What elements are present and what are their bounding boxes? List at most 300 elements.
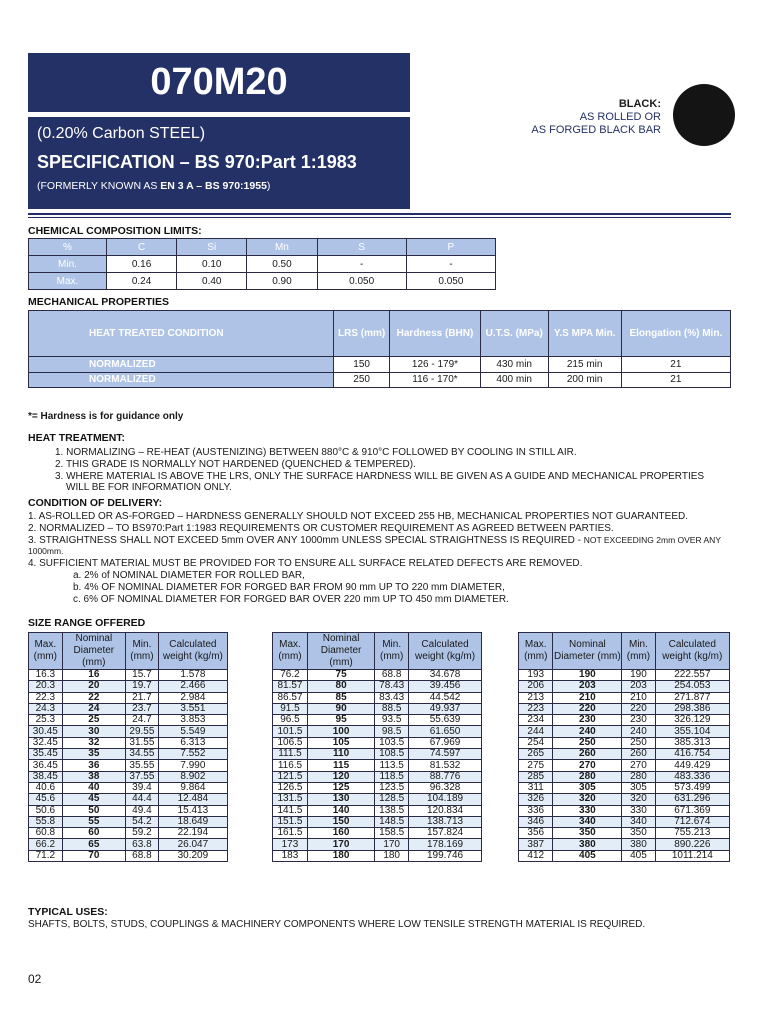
table-cell: 60.8	[29, 828, 63, 839]
table-cell: 68.8	[375, 670, 409, 681]
typical-uses-title: TYPICAL USES:	[28, 906, 108, 918]
table-row	[273, 805, 482, 816]
table-cell: 405	[553, 850, 622, 861]
column-header: Nominal Diameter (mm)	[553, 633, 622, 670]
table-cell: 0.50	[247, 256, 317, 273]
table-cell: 270	[622, 760, 655, 771]
table-cell: 108.5	[375, 749, 409, 760]
table-cell: 44.4	[126, 794, 159, 805]
table-cell: -	[406, 256, 495, 273]
table-cell: 430 min	[480, 357, 548, 373]
table-cell: 210	[553, 692, 622, 703]
table-cell: 326	[519, 794, 553, 805]
table-row	[273, 681, 482, 692]
typical-uses-text: SHAFTS, BOLTS, STUDS, COUPLINGS & MACHINERY COMPONENTS WHERE LOW TENSILE STRENGTH MATERIAL IS REQUIRED.	[28, 919, 646, 930]
table-cell: 118.5	[375, 771, 409, 782]
table-cell: 116.5	[273, 760, 308, 771]
size-table-2	[272, 632, 482, 862]
delivery-title: CONDITION OF DELIVERY:	[28, 497, 163, 509]
table-row	[29, 771, 228, 782]
table-cell: 34.55	[126, 749, 159, 760]
table-cell: 25	[62, 715, 125, 726]
table-cell: 400 min	[480, 372, 548, 388]
table-cell: 200 min	[548, 372, 621, 388]
table-cell: 105	[307, 737, 374, 748]
table-row	[519, 737, 730, 748]
table-row	[29, 839, 228, 850]
grade-title: 070M20	[28, 53, 410, 112]
table-cell: 350	[553, 828, 622, 839]
table-cell: 21.7	[126, 692, 159, 703]
table-cell: 180	[307, 850, 374, 861]
table-row	[273, 794, 482, 805]
table-row	[519, 670, 730, 681]
table-row	[29, 794, 228, 805]
table-cell: 65	[62, 839, 125, 850]
table-cell: 83.43	[375, 692, 409, 703]
table-cell: 157.824	[409, 828, 482, 839]
table-cell: 60	[62, 828, 125, 839]
table-cell: 40.6	[29, 782, 63, 793]
heat-treatment-title: HEAT TREATMENT:	[28, 432, 126, 444]
table-cell: 15.413	[158, 805, 227, 816]
column-header: Si	[177, 239, 247, 256]
table-cell: 0.24	[107, 273, 177, 290]
table-cell: 220	[553, 703, 622, 714]
table-cell: 113.5	[375, 760, 409, 771]
table-cell: 76.2	[273, 670, 308, 681]
table-cell: 271.877	[655, 692, 729, 703]
table-cell: 67.969	[409, 737, 482, 748]
table-cell: 285	[519, 771, 553, 782]
table-cell: 0.050	[317, 273, 406, 290]
table-cell: 74.597	[409, 749, 482, 760]
table-cell: 355.104	[655, 726, 729, 737]
column-header: Y.S MPA Min.	[548, 311, 621, 357]
table-cell: 55	[62, 816, 125, 827]
column-header: U.T.S. (MPa)	[480, 311, 548, 357]
row-header: NORMALIZED	[29, 372, 334, 388]
table-cell: 412	[519, 850, 553, 861]
table-cell: 387	[519, 839, 553, 850]
row-header: Max.	[29, 273, 107, 290]
table-cell: 29.55	[126, 726, 159, 737]
table-row	[29, 256, 496, 273]
table-cell: 88.776	[409, 771, 482, 782]
table-cell: 141.5	[273, 805, 308, 816]
column-header: Min. (mm)	[375, 633, 409, 670]
table-cell: 30.45	[29, 726, 63, 737]
column-header: Min. (mm)	[126, 633, 159, 670]
table-cell: 128.5	[375, 794, 409, 805]
table-row	[273, 828, 482, 839]
page-number: 02	[28, 972, 42, 986]
table-cell: 75	[307, 670, 374, 681]
table-cell: 20	[62, 681, 125, 692]
table-cell: 230	[622, 715, 655, 726]
table-cell: 161.5	[273, 828, 308, 839]
table-cell: 59.2	[126, 828, 159, 839]
table-header-row	[273, 633, 482, 670]
table-row	[519, 850, 730, 861]
delivery-list: 1. AS-ROLLED OR AS-FORGED – HARDNESS GENERALLY SHOULD NOT EXCEED 255 HB, MECHANICAL PROPERTIES NOT GUARANTEED. 2. NORMALIZED – TO BS970:Part 1:1983 REQUIREMENTS OR CUSTOMER REQUIREMENT AS AGREED BETWEEN PARTIES. 3. STRAIGHTNESS SHALL NOT EXCEED 5mm OVER ANY 1000mm UNLESS SPECIAL STRAIGHTNESS IS REQUIRED - NOT EXCEEDING 2mm OVER ANY 1000mm. 4. SUFFICIENT MATERIAL MUST BE PROVIDED FOR TO ENSURE ALL SURFACE RELATED DEFECTS ARE REMOVED. a. 2% of NOMINAL DIAMETER FOR ROLLED BAR, b. 4% OF NOMINAL DIAMETER FOR FORGED BAR FROM 90 mm UP TO 220 mm DIAMETER, c. 6% OF NOMINAL DIAMETER FOR FORGED BAR OVER 220 mm UP TO 450 mm DIAMETER.	[28, 511, 721, 605]
table-cell: 110	[307, 749, 374, 760]
table-cell: 39.456	[409, 681, 482, 692]
heat-treatment-list: 1. NORMALIZING – RE-HEAT (AUSTENIZING) BETWEEN 880°C & 910°C FOLLOWED BY COOLING IN STILL AIR. 2. THIS GRADE IS NORMALLY NOT HARDENED (QUENCHED & TEMPERED). 3. WHERE MATERIAL IS ABOVE THE LRS, ONLY THE SURFACE HARDNESS WILL BE GIVEN AS A GUIDE AND MECHANICAL PROPERTIES WILL BE FOR INFORMATION ONLY.	[55, 447, 705, 494]
specification-title: SPECIFICATION – BS 970:Part 1:1983	[37, 152, 357, 172]
table-cell: 203	[622, 681, 655, 692]
table-row	[29, 760, 228, 771]
table-cell: 193	[519, 670, 553, 681]
table-cell: 890.226	[655, 839, 729, 850]
table-cell: 138.5	[375, 805, 409, 816]
divider	[28, 217, 731, 218]
table-cell: 106.5	[273, 737, 308, 748]
table-cell: 20.3	[29, 681, 63, 692]
table-cell: 5.549	[158, 726, 227, 737]
table-cell: 35.55	[126, 760, 159, 771]
table-cell: 170	[307, 839, 374, 850]
table-cell: 55.8	[29, 816, 63, 827]
size-table-1	[28, 632, 228, 862]
table-cell: 250	[334, 372, 390, 388]
table-cell: 1.578	[158, 670, 227, 681]
table-cell: 50	[62, 805, 125, 816]
table-cell: 22.194	[158, 828, 227, 839]
table-cell: 12.484	[158, 794, 227, 805]
column-header: P	[406, 239, 495, 256]
table-cell: 138.713	[409, 816, 482, 827]
table-cell: 40	[62, 782, 125, 793]
table-cell: 183	[273, 850, 308, 861]
table-cell: 260	[622, 749, 655, 760]
table-cell: 35.45	[29, 749, 63, 760]
table-row	[29, 816, 228, 827]
table-cell: 416.754	[655, 749, 729, 760]
table-cell: 66.2	[29, 839, 63, 850]
row-header: Min.	[29, 256, 107, 273]
table-cell: 49.937	[409, 703, 482, 714]
column-header: Min. (mm)	[622, 633, 655, 670]
table-row	[273, 850, 482, 861]
table-cell: 254.053	[655, 681, 729, 692]
black-finish-swatch	[673, 84, 735, 146]
table-cell: 330	[553, 805, 622, 816]
table-cell: 206	[519, 681, 553, 692]
table-cell: 199.746	[409, 850, 482, 861]
table-cell: 80	[307, 681, 374, 692]
table-cell: 91.5	[273, 703, 308, 714]
table-cell: 31.55	[126, 737, 159, 748]
table-cell: 39.4	[126, 782, 159, 793]
table-row	[29, 737, 228, 748]
mechanical-title: MECHANICAL PROPERTIES	[28, 296, 169, 308]
table-cell: 240	[553, 726, 622, 737]
table-cell: 78.43	[375, 681, 409, 692]
table-header-row	[29, 633, 228, 670]
table-cell: 0.40	[177, 273, 247, 290]
chemical-title: CHEMICAL COMPOSITION LIMITS:	[28, 225, 202, 237]
table-cell: 22	[62, 692, 125, 703]
table-cell: 330	[622, 805, 655, 816]
table-row	[519, 828, 730, 839]
table-cell: 320	[622, 794, 655, 805]
table-cell: 311	[519, 782, 553, 793]
table-cell: 21	[621, 372, 730, 388]
table-cell: 215 min	[548, 357, 621, 373]
row-header: NORMALIZED	[29, 357, 334, 373]
table-row	[273, 670, 482, 681]
table-row	[273, 749, 482, 760]
table-cell: 32.45	[29, 737, 63, 748]
table-cell: 71.2	[29, 850, 63, 861]
table-header-row	[29, 311, 731, 357]
table-row	[29, 357, 731, 373]
table-row	[519, 771, 730, 782]
table-cell: 280	[622, 771, 655, 782]
chemical-table	[28, 238, 496, 290]
column-header: Calculated weight (kg/m)	[655, 633, 729, 670]
table-cell: 150	[334, 357, 390, 373]
table-row	[29, 782, 228, 793]
table-cell: 6.313	[158, 737, 227, 748]
table-cell: 2.466	[158, 681, 227, 692]
table-cell: 250	[622, 737, 655, 748]
table-cell: 9.864	[158, 782, 227, 793]
table-cell: 121.5	[273, 771, 308, 782]
table-row	[519, 703, 730, 714]
table-cell: 190	[622, 670, 655, 681]
table-cell: 22.3	[29, 692, 63, 703]
table-cell: 96.5	[273, 715, 308, 726]
table-row	[273, 760, 482, 771]
table-cell: 0.90	[247, 273, 317, 290]
table-cell: 115	[307, 760, 374, 771]
column-header: Calculated weight (kg/m)	[409, 633, 482, 670]
table-cell: 380	[622, 839, 655, 850]
table-cell: 101.5	[273, 726, 308, 737]
table-row	[519, 749, 730, 760]
table-cell: 61.650	[409, 726, 482, 737]
table-cell: 16	[62, 670, 125, 681]
table-cell: 210	[622, 692, 655, 703]
table-cell: 63.8	[126, 839, 159, 850]
table-cell: 36.45	[29, 760, 63, 771]
table-row	[29, 726, 228, 737]
table-cell: 280	[553, 771, 622, 782]
table-cell: 126.5	[273, 782, 308, 793]
table-row	[29, 805, 228, 816]
column-header: C	[107, 239, 177, 256]
table-cell: 712.674	[655, 816, 729, 827]
table-cell: 405	[622, 850, 655, 861]
table-cell: 55.639	[409, 715, 482, 726]
table-row	[273, 771, 482, 782]
table-row	[29, 850, 228, 861]
table-cell: 203	[553, 681, 622, 692]
table-cell: 222.557	[655, 670, 729, 681]
table-header-row	[29, 239, 496, 256]
column-header: Hardness (BHN)	[390, 311, 481, 357]
table-cell: 160	[307, 828, 374, 839]
table-cell: 2.984	[158, 692, 227, 703]
table-row	[29, 692, 228, 703]
table-cell: 223	[519, 703, 553, 714]
table-cell: 90	[307, 703, 374, 714]
table-row	[519, 715, 730, 726]
table-cell: 30	[62, 726, 125, 737]
table-row	[29, 715, 228, 726]
table-cell: 150	[307, 816, 374, 827]
table-cell: 170	[375, 839, 409, 850]
table-cell: 573.499	[655, 782, 729, 793]
column-header: Max. (mm)	[519, 633, 553, 670]
table-cell: 19.7	[126, 681, 159, 692]
table-cell: 34.678	[409, 670, 482, 681]
table-cell: 16.3	[29, 670, 63, 681]
table-cell: 350	[622, 828, 655, 839]
table-cell: 32	[62, 737, 125, 748]
table-cell: 380	[553, 839, 622, 850]
column-header: Calculated weight (kg/m)	[158, 633, 227, 670]
table-cell: 120.834	[409, 805, 482, 816]
table-cell: 68.8	[126, 850, 159, 861]
column-header: LRS (mm)	[334, 311, 390, 357]
table-cell: 123.5	[375, 782, 409, 793]
hardness-note: *= Hardness is for guidance only	[28, 411, 184, 422]
table-row	[519, 726, 730, 737]
table-cell: 346	[519, 816, 553, 827]
table-cell: 24.3	[29, 703, 63, 714]
table-cell: 95	[307, 715, 374, 726]
table-cell: 104.189	[409, 794, 482, 805]
table-cell: 265	[519, 749, 553, 760]
table-cell: 120	[307, 771, 374, 782]
size-table-3	[518, 632, 730, 862]
table-cell: 103.5	[375, 737, 409, 748]
table-cell: 305	[622, 782, 655, 793]
table-row	[519, 692, 730, 703]
table-cell: 25.3	[29, 715, 63, 726]
table-row	[519, 794, 730, 805]
table-row	[273, 726, 482, 737]
table-cell: 23.7	[126, 703, 159, 714]
table-cell: 54.2	[126, 816, 159, 827]
table-row	[519, 839, 730, 850]
table-cell: 244	[519, 726, 553, 737]
table-cell: 234	[519, 715, 553, 726]
column-header: Nominal Diameter (mm)	[307, 633, 374, 670]
table-cell: 385.313	[655, 737, 729, 748]
table-cell: 270	[553, 760, 622, 771]
table-cell: 111.5	[273, 749, 308, 760]
table-cell: 131.5	[273, 794, 308, 805]
table-cell: 8.902	[158, 771, 227, 782]
table-cell: 98.5	[375, 726, 409, 737]
table-row	[29, 273, 496, 290]
table-cell: 70	[62, 850, 125, 861]
table-cell: -	[317, 256, 406, 273]
column-header: Nominal Diameter (mm)	[62, 633, 125, 670]
table-cell: 36	[62, 760, 125, 771]
table-cell: 81.532	[409, 760, 482, 771]
table-cell: 240	[622, 726, 655, 737]
divider	[28, 213, 731, 215]
table-row	[273, 782, 482, 793]
formerly-known-as: (FORMERLY KNOWN AS EN 3 A – BS 970:1955)	[37, 180, 271, 192]
column-header: Max. (mm)	[273, 633, 308, 670]
table-cell: 86.57	[273, 692, 308, 703]
table-row	[273, 703, 482, 714]
table-cell: 18.649	[158, 816, 227, 827]
table-cell: 631.296	[655, 794, 729, 805]
table-cell: 96.328	[409, 782, 482, 793]
table-cell: 126 - 179*	[390, 357, 481, 373]
table-row	[29, 749, 228, 760]
table-cell: 275	[519, 760, 553, 771]
table-cell: 158.5	[375, 828, 409, 839]
column-header: HEAT TREATED CONDITION	[29, 311, 334, 357]
table-cell: 85	[307, 692, 374, 703]
table-cell: 151.5	[273, 816, 308, 827]
table-cell: 298.386	[655, 703, 729, 714]
table-cell: 30.209	[158, 850, 227, 861]
column-header: Elongation (%) Min.	[621, 311, 730, 357]
table-cell: 173	[273, 839, 308, 850]
table-cell: 38.45	[29, 771, 63, 782]
table-row	[29, 681, 228, 692]
table-cell: 0.16	[107, 256, 177, 273]
table-row	[29, 670, 228, 681]
table-cell: 340	[622, 816, 655, 827]
table-cell: 250	[553, 737, 622, 748]
table-cell: 755.213	[655, 828, 729, 839]
table-cell: 190	[553, 670, 622, 681]
table-cell: 449.429	[655, 760, 729, 771]
table-row	[273, 715, 482, 726]
table-row	[273, 692, 482, 703]
table-row	[273, 816, 482, 827]
carbon-subtitle: (0.20% Carbon STEEL)	[37, 125, 206, 142]
table-row	[273, 839, 482, 850]
table-cell: 45.6	[29, 794, 63, 805]
table-cell: 326.129	[655, 715, 729, 726]
table-cell: 26.047	[158, 839, 227, 850]
table-row	[29, 372, 731, 388]
table-cell: 1011.214	[655, 850, 729, 861]
table-header-row	[519, 633, 730, 670]
table-row	[519, 782, 730, 793]
table-cell: 125	[307, 782, 374, 793]
spec-panel	[28, 117, 410, 209]
table-cell: 50.6	[29, 805, 63, 816]
table-row	[29, 828, 228, 839]
table-cell: 93.5	[375, 715, 409, 726]
table-cell: 38	[62, 771, 125, 782]
table-cell: 0.10	[177, 256, 247, 273]
table-cell: 21	[621, 357, 730, 373]
table-cell: 45	[62, 794, 125, 805]
table-cell: 220	[622, 703, 655, 714]
table-cell: 100	[307, 726, 374, 737]
table-cell: 180	[375, 850, 409, 861]
table-cell: 213	[519, 692, 553, 703]
table-row	[273, 737, 482, 748]
table-cell: 44.542	[409, 692, 482, 703]
table-cell: 148.5	[375, 816, 409, 827]
table-row	[519, 805, 730, 816]
mechanical-table	[28, 310, 731, 388]
